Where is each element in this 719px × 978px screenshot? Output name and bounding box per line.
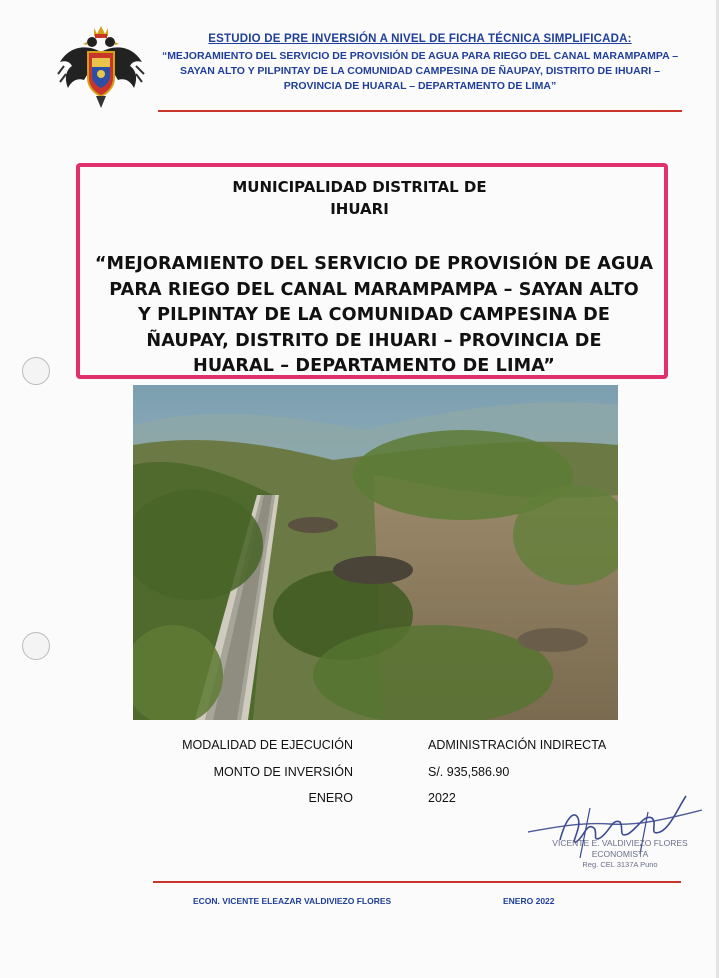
detail-row-monto [0,765,719,785]
footer-author: ECON. VICENTE ELEAZAR VALDIVIEZO FLORES [193,896,392,906]
header-project-line: PROVINCIA DE HUARAL – DEPARTAMENTO DE LIMA” [283,80,557,92]
study-title: ESTUDIO DE PRE INVERSIÓN A NIVEL DE FICHA TÉCNICA SIMPLIFICADA: [208,33,632,45]
project-title-line: PARA RIEGO DEL CANAL MARAMPAMPA – SAYAN ALTO [109,279,639,300]
detail-label: MODALIDAD DE EJECUCIÓN [182,738,353,752]
signature-role: ECONOMISTA [591,849,649,859]
footer-date: ENERO 2022 [503,896,555,906]
project-title-line: “MEJORAMIENTO DEL SERVICIO DE PROVISIÓN DE AGUA [94,254,654,274]
municipality-line: IHUARI [330,200,389,218]
detail-label: ENERO [308,791,353,805]
detail-row-modalidad [0,738,719,758]
canal-photo [133,385,618,720]
municipality-line: MUNICIPALIDAD DISTRITAL DE [232,178,487,196]
header-project-line: SAYAN ALTO Y PILPINTAY DE LA COMUNIDAD CAMPESINA DE ÑAUPAY, DISTRITO DE IHUARI – [180,65,660,77]
project-title-line: Y PILPINTAY DE LA COMUNIDAD CAMPESINA DE [138,305,610,325]
header-divider [158,110,682,112]
punch-hole [22,357,50,385]
detail-value: ADMINISTRACIÓN INDIRECTA [428,738,607,752]
project-title-line: ÑAUPAY, DISTRITO DE IHUARI – PROVINCIA DE [146,330,602,351]
project-title-line: HUARAL – DEPARTAMENTO DE LIMA” [193,356,555,376]
signature-registration: Reg. CEL 3137A Puno [582,860,658,869]
footer-divider [153,881,681,883]
header-project-title [155,49,685,94]
punch-hole [22,632,50,660]
header-project-line: “MEJORAMIENTO DEL SERVICIO DE PROVISIÓN DE AGUA PARA RIEGO DEL CANAL MARAMPAMPA – [161,50,679,62]
coat-of-arms-emblem [56,22,146,112]
signature-name: VICENTE E. VALDIVIEZO FLORES [552,838,688,848]
project-title [84,252,664,380]
detail-value: S/. 935,586.90 [428,765,510,779]
detail-label: MONTO DE INVERSIÓN [213,765,353,779]
detail-value: 2022 [428,791,456,805]
municipality-name [0,176,719,220]
document-header [155,33,685,94]
